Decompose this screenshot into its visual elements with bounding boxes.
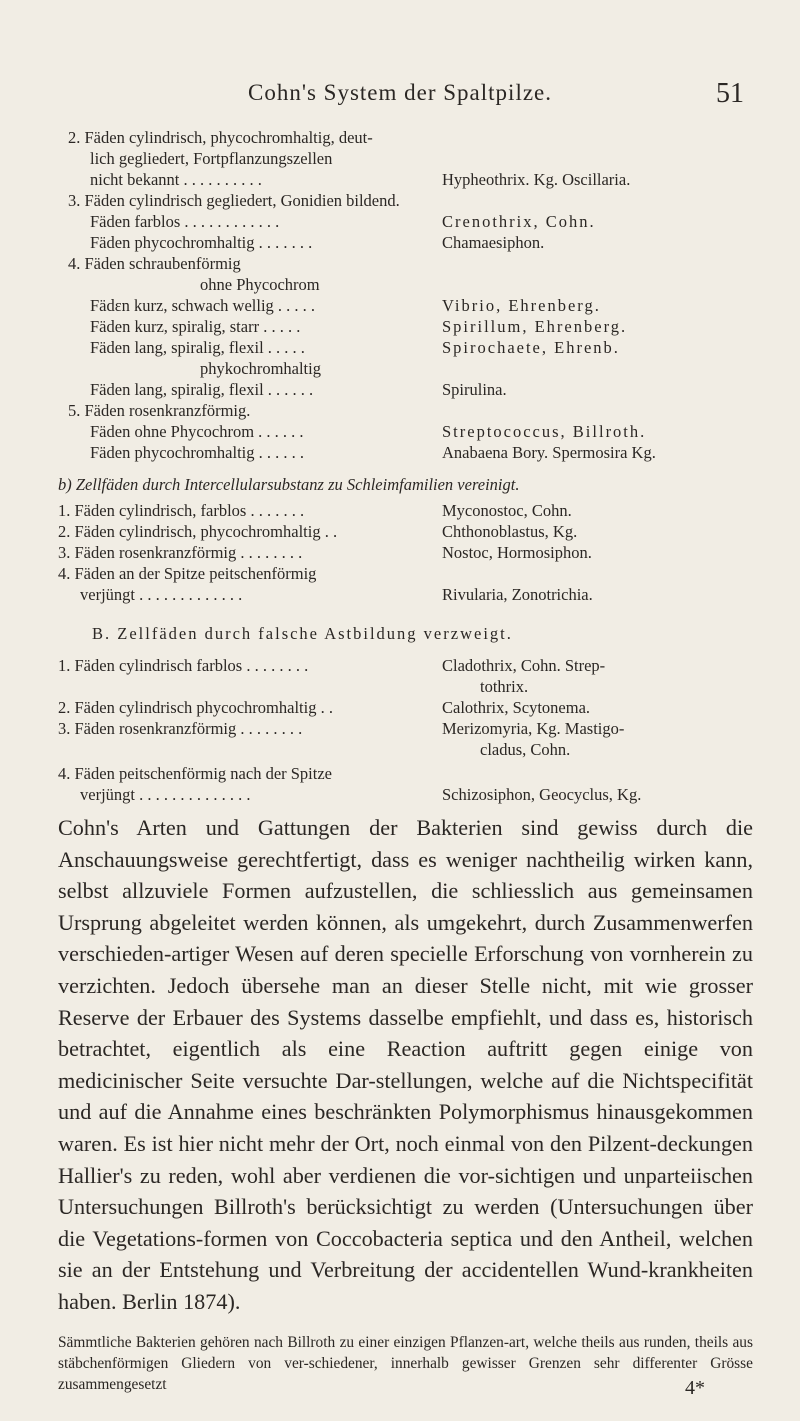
genus-name: Rivularia, Zonotrichia. [442, 585, 593, 604]
genus-name: cladus, Cohn. [480, 740, 571, 759]
classification-line: Fäden farblos . . . . . . . . . . . . [90, 212, 280, 231]
genus-name: Hypheothrix. Kg. Oscillaria. [442, 170, 631, 189]
small-text: Sämmtliche Bakterien gehören nach Billroth zu einer einzigen Pflanzen-art, welche theils aus runden, theils aus stäbchenförmigen Gliedern von ver-schiedener, innerhalb gewisser Grenzen sehr differenter Grösse zusammengesetzt [58, 1334, 753, 1393]
genus-name: Spirochaete, Ehrenb. [442, 338, 620, 357]
classification-line: 4. Fäden an der Spitze peitschenförmig [58, 564, 317, 583]
classification-line: Fäden lang, spiralig, flexil . . . . . . [90, 380, 314, 399]
page-number: 51 [716, 78, 744, 109]
page-header [0, 80, 800, 110]
classification-line: verjüngt . . . . . . . . . . . . . [80, 585, 243, 604]
running-head: Cohn's System der Spaltpilze. [247, 80, 552, 105]
classification-line: 1. Fäden cylindrisch farblos . . . . . . . . [58, 656, 309, 675]
signature-mark: 4* [685, 1377, 705, 1399]
classification-line: nicht bekannt . . . . . . . . . . [90, 170, 262, 189]
genus-name: Spirulina. [442, 380, 507, 399]
footnote-paragraph [58, 1332, 753, 1395]
classification-line: 3. Fäden cylindrisch gegliedert, Gonidien bildend. [68, 191, 400, 210]
classification-subhead: ohne Phycochrom [200, 275, 320, 294]
section-heading-b: b) Zellfäden durch Intercellularsubstanz zu Schleimfamilien vereinigt. [58, 475, 520, 494]
classification-line: lich gegliedert, Fortpflanzungszellen [90, 149, 333, 168]
genus-name: Merizomyria, Kg. Mastigo- [442, 719, 625, 738]
classification-line: 3. Fäden rosenkranzförmig . . . . . . . . [58, 543, 303, 562]
classification-line: 1. Fäden cylindrisch, farblos . . . . . . . [58, 501, 305, 520]
classification-line: 4. Fäden schraubenförmig [68, 254, 241, 273]
genus-name: Cladothrix, Cohn. Strep- [442, 656, 606, 675]
classification-line: Fädεn kurz, schwach wellig . . . . . [90, 296, 316, 315]
classification-line: 5. Fäden rosenkranzförmig. [68, 401, 251, 420]
classification-line: Fäden kurz, spiralig, starr . . . . . [90, 317, 301, 336]
genus-name: Schizosiphon, Geocyclus, Kg. [442, 785, 642, 804]
genus-name: tothrix. [480, 677, 529, 696]
body-text: Cohn's Arten und Gattungen der Bakterien sind gewiss durch die Anschauungsweise gerechtfertigt, dass es weniger nachtheilig wirken kann, selbst allzuviele Formen aufzustellen, die schliesslich aus gemeinsamen Ursprung abgeleitet werden können, als umgekehrt, durch Zusammenwerfen verschieden-artiger Wesen auf deren specielle Erforschung von vornherein zu verzichten. Jedoch übersehe man an dieser Stelle nicht, mit wie grosser Reserve der Erbauer des Systems dasselbe empfiehlt, und dass es, historisch betrachtet, eigentlich als eine Reaction auftritt gegen einige von medicinischer Seite versuchte Dar-stellungen, welche auf die Nichtspecifität und auf die Annahme eines beschränkten Polymorphismus hinausgekommen waren. Es ist hier nicht mehr der Ort, noch einmal von den Pilzent-deckungen Hallier's zu reden, wohl aber verdienen die vor-sichtigen und unparteiischen Untersuchungen Billroth's berücksichtigt zu werden (Untersuchungen über die Vegetations-formen von Coccobacteria septica und den Antheil, welchen sie an der Entstehung und Verbreitung der accidentellen Wund-krankheiten haben. Berlin 1874). [58, 815, 753, 1314]
body-paragraph [58, 812, 753, 1318]
classification-line: 2. Fäden cylindrisch, phycochromhaltig . . [58, 522, 338, 541]
classification-line: 2. Fäden cylindrisch, phycochromhaltig, deut- [68, 128, 373, 147]
genus-name: Chthonoblastus, Kg. [442, 522, 578, 541]
classification-line: 3. Fäden rosenkranzförmig . . . . . . . . [58, 719, 303, 738]
genus-name: Anabaena Bory. Spermosira Kg. [442, 443, 656, 462]
section-heading-B: B. Zellfäden durch falsche Astbildung verzweigt. [92, 624, 513, 643]
classification-line: verjüngt . . . . . . . . . . . . . . [80, 785, 251, 804]
classification-line: Fäden lang, spiralig, flexil . . . . . [90, 338, 305, 357]
genus-name: Nostoc, Hormosiphon. [442, 543, 592, 562]
classification-subhead: phykochromhaltig [200, 359, 321, 378]
classification-line: 4. Fäden peitschenförmig nach der Spitze [58, 764, 332, 783]
genus-name: Calothrix, Scytonema. [442, 698, 591, 717]
genus-name: Streptococcus, Billroth. [442, 422, 647, 441]
classification-line: Fäden phycochromhaltig . . . . . . [90, 443, 305, 462]
genus-name: Spirillum, Ehrenberg. [442, 317, 628, 336]
genus-name: Crenothrix, Cohn. [442, 212, 596, 231]
genus-name: Chamaesiphon. [442, 233, 545, 252]
classification-line: Fäden phycochromhaltig . . . . . . . [90, 233, 313, 252]
classification-line: Fäden ohne Phycochrom . . . . . . [90, 422, 304, 441]
genus-name: Vibrio, Ehrenberg. [442, 296, 601, 315]
genus-name: Myconostoc, Cohn. [442, 501, 572, 520]
classification-line: 2. Fäden cylindrisch phycochromhaltig . . [58, 698, 333, 717]
